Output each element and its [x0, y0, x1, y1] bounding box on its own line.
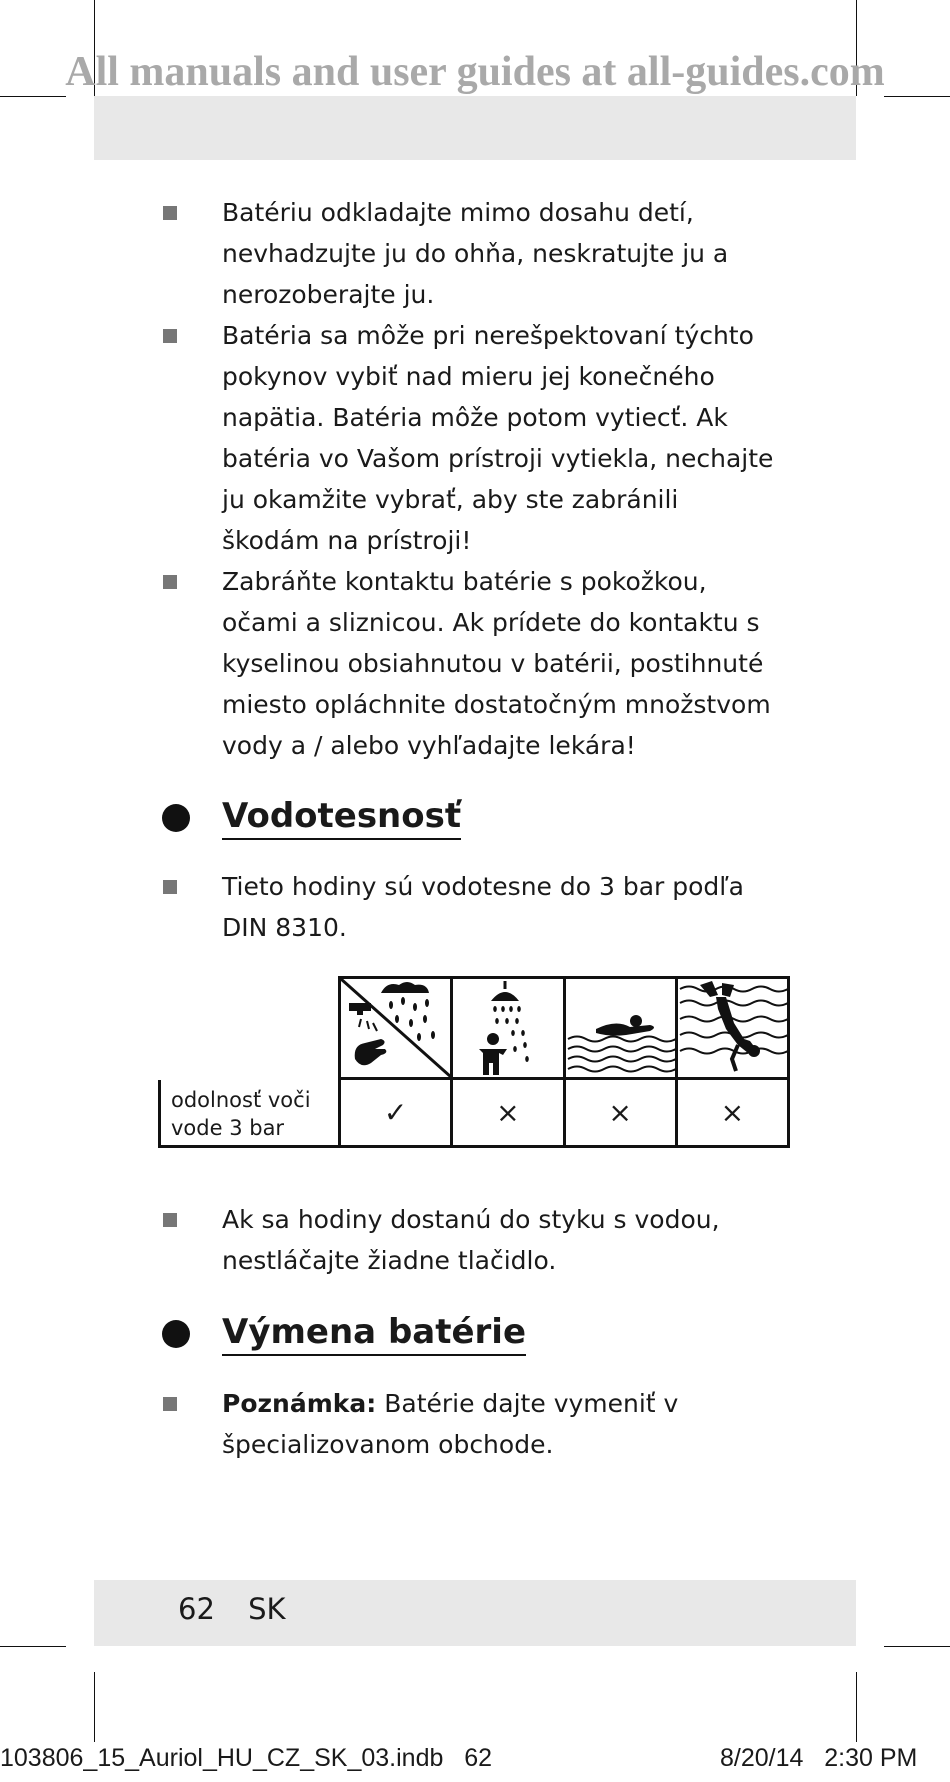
shower-icon [453, 979, 565, 1077]
crop-mark [884, 1646, 950, 1647]
section-heading [222, 796, 461, 840]
section-heading-text: Výmena batérie [222, 1312, 527, 1352]
header-band [94, 96, 856, 160]
list-item [222, 1199, 782, 1281]
page-footer [178, 1592, 310, 1626]
list-item [222, 315, 782, 561]
checkmark-icon: ✓ [341, 1080, 453, 1145]
note-label: Poznámka: [222, 1389, 377, 1418]
bullet-square-icon [163, 880, 177, 894]
crop-mark [0, 1646, 66, 1647]
row-label: odolnosť voči vode 3 bar [161, 1080, 341, 1145]
print-datetime: 8/20/14 2:30 PM [720, 1744, 918, 1772]
list-item [222, 1383, 782, 1465]
note-text: Batérie dajte vymeniť v špecializovanom obchode. [222, 1389, 679, 1459]
bullet-square-icon [163, 1213, 177, 1227]
bullet-square-icon [163, 1397, 177, 1411]
list-item-text: Ak sa hodiny dostanú do styku s vodou, nestláčajte žiadne tlačidlo. [222, 1205, 720, 1275]
list-item-text: Tieto hodiny sú vodotesne do 3 bar podľa DIN 8310. [222, 872, 744, 942]
crop-mark [94, 1672, 95, 1742]
list-item-text: Batériu odkladajte mimo dosahu detí, nevhadzujte ju do ohňa, neskratujte ju a nerozoberajte ju. [222, 198, 729, 309]
cross-icon: × [720, 1096, 745, 1129]
list-item [222, 561, 782, 766]
language-code: SK [248, 1592, 286, 1626]
list-item-text: Batéria sa môže pri nerešpektovaní týchto pokynov vybiť nad mieru jej konečného napätia. Batéria môže potom vytiecť. Ak batéria vo Vašom prístroji vytiekla, nechajte ju okamžite vybrať, aby ste zabránili škodám na prístroji! [222, 321, 774, 555]
list-item [222, 192, 782, 315]
crop-mark [884, 96, 950, 97]
crop-mark [0, 96, 66, 97]
section-heading [222, 1312, 526, 1356]
crop-mark [856, 1672, 857, 1742]
bullet-square-icon [163, 206, 177, 220]
section-heading-text: Vodotesnosť [222, 796, 462, 836]
diving-icon [678, 979, 787, 1077]
icon-row [338, 976, 790, 1080]
value-row [158, 1080, 790, 1148]
cross-icon: × [566, 1080, 678, 1145]
list-item-text: Zabráňte kontaktu batérie s pokožkou, očami a sliznicou. Ak prídete do kontaktu s kyselinou obsiahnutou v batérii, postihnuté miesto opláchnite dostatočným množstvom vody a / alebo vyhľadajte lekára! [222, 567, 771, 760]
water-resistance-table [158, 976, 790, 1148]
bullet-dot-icon [162, 804, 190, 832]
watermark: All manuals and user guides at all-guides.com [65, 49, 885, 95]
list-item [222, 866, 782, 948]
cross-icon: × [453, 1080, 565, 1145]
bullet-square-icon [163, 575, 177, 589]
print-file-info: 103806_15_Auriol_HU_CZ_SK_03.indb 62 [0, 1744, 493, 1772]
bullet-dot-icon [162, 1320, 190, 1348]
rain-splash-icon [341, 979, 453, 1077]
bullet-square-icon [163, 329, 177, 343]
swimming-icon [566, 979, 678, 1077]
page-number: 62 [178, 1592, 215, 1626]
